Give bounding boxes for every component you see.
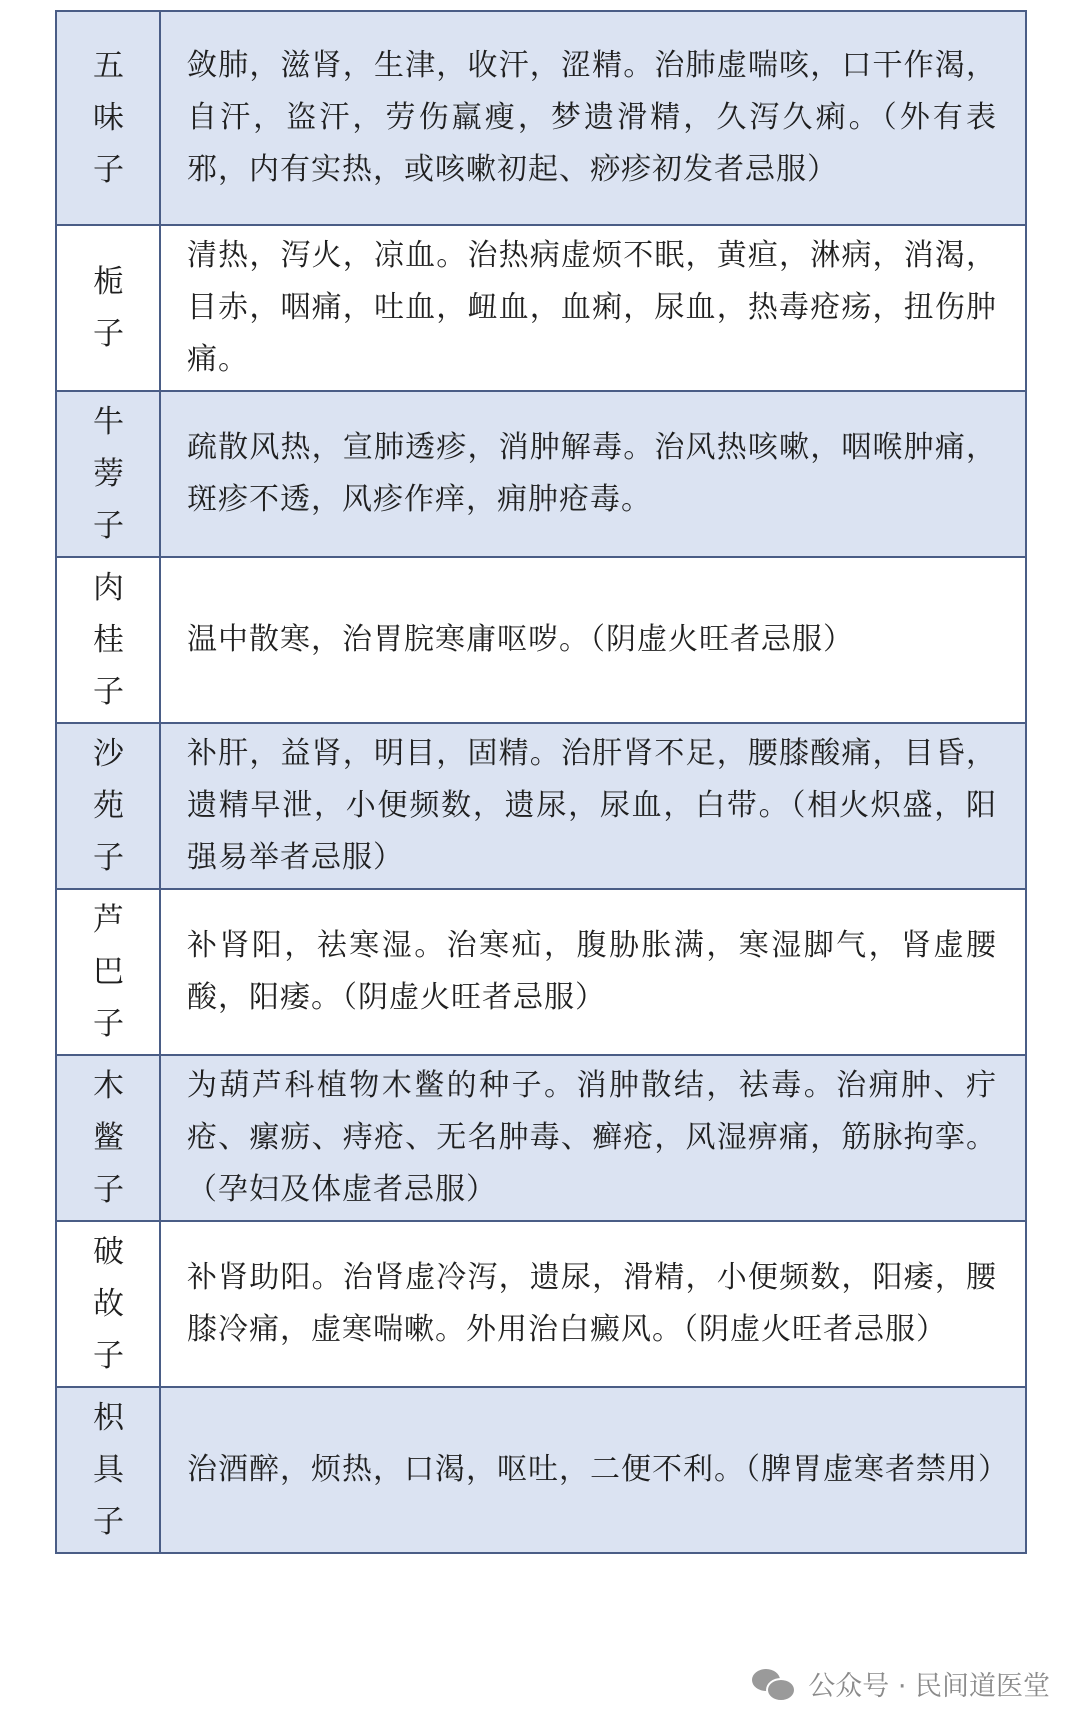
table-row <box>56 1055 1026 1221</box>
herb-name-cell <box>56 1055 160 1221</box>
herb-name-cell <box>56 11 160 225</box>
herb-description: 温中散寒，治胃脘寒庸呕哕。（阴虚火旺者忌服） <box>160 557 1026 723</box>
herb-name: 芦巴子 <box>93 902 124 1042</box>
wechat-icon <box>752 1667 798 1701</box>
herb-name-cell <box>56 1221 160 1387</box>
herb-name: 破故子 <box>93 1234 124 1374</box>
table-row <box>56 1387 1026 1553</box>
herb-name-cell <box>56 723 160 889</box>
watermark-text: 公众号 · 民间道医堂 <box>808 1671 1050 1702</box>
herb-description: 疏散风热，宣肺透疹，消肿解毒。治风热咳嗽，咽喉肿痛，斑疹不透，风疹作痒，痈肿疮毒。 <box>160 391 1026 557</box>
herb-description: 清热，泻火，凉血。治热病虚烦不眠，黄疸，淋病，消渴，目赤，咽痛，吐血，衄血，血痢，尿血，热毒疮疡，扭伤肿痛。 <box>160 225 1026 391</box>
herb-name-cell <box>56 889 160 1055</box>
herb-name: 木鳖子 <box>93 1068 124 1208</box>
herb-name: 牛蒡子 <box>93 404 124 544</box>
herb-name-cell <box>56 391 160 557</box>
herb-name-cell <box>56 225 160 391</box>
watermark <box>752 1664 1050 1703</box>
herb-name: 五味子 <box>93 48 124 188</box>
herb-name: 肉桂子 <box>93 570 124 710</box>
herb-name-cell <box>56 557 160 723</box>
herb-name: 枳具子 <box>93 1400 124 1540</box>
table-row <box>56 557 1026 723</box>
table-row <box>56 225 1026 391</box>
table-row <box>56 723 1026 889</box>
herb-name: 沙苑子 <box>93 736 124 876</box>
table-row <box>56 11 1026 225</box>
herb-name: 栀子 <box>93 264 124 352</box>
herb-table-body <box>56 11 1026 1553</box>
herb-description: 敛肺，滋肾，生津，收汗，涩精。治肺虚喘咳，口干作渴，自汗，盗汗，劳伤羸瘦，梦遗滑精，久泻久痢。（外有表邪，内有实热，或咳嗽初起、痧疹初发者忌服） <box>160 11 1026 225</box>
herb-table <box>55 10 1027 1554</box>
herb-description: 补肾阳，祛寒湿。治寒疝，腹胁胀满，寒湿脚气，肾虚腰酸，阳痿。（阴虚火旺者忌服） <box>160 889 1026 1055</box>
herb-description: 补肾助阳。治肾虚冷泻，遗尿，滑精，小便频数，阳痿，腰膝冷痛，虚寒喘嗽。外用治白癜风。（阴虚火旺者忌服） <box>160 1221 1026 1387</box>
table-row <box>56 889 1026 1055</box>
table-row <box>56 391 1026 557</box>
herb-description: 治酒醉，烦热，口渴，呕吐，二便不利。（脾胃虚寒者禁用） <box>160 1387 1026 1553</box>
herb-description: 补肝，益肾，明目，固精。治肝肾不足，腰膝酸痛，目昏，遗精早泄，小便频数，遗尿，尿血，白带。（相火炽盛，阳强易举者忌服） <box>160 723 1026 889</box>
table-row <box>56 1221 1026 1387</box>
herb-name-cell <box>56 1387 160 1553</box>
herb-description: 为葫芦科植物木鳖的种子。消肿散结，祛毒。治痈肿、疔疮、瘰疬、痔疮、无名肿毒、癣疮，风湿痹痛，筋脉拘挛。（孕妇及体虚者忌服） <box>160 1055 1026 1221</box>
